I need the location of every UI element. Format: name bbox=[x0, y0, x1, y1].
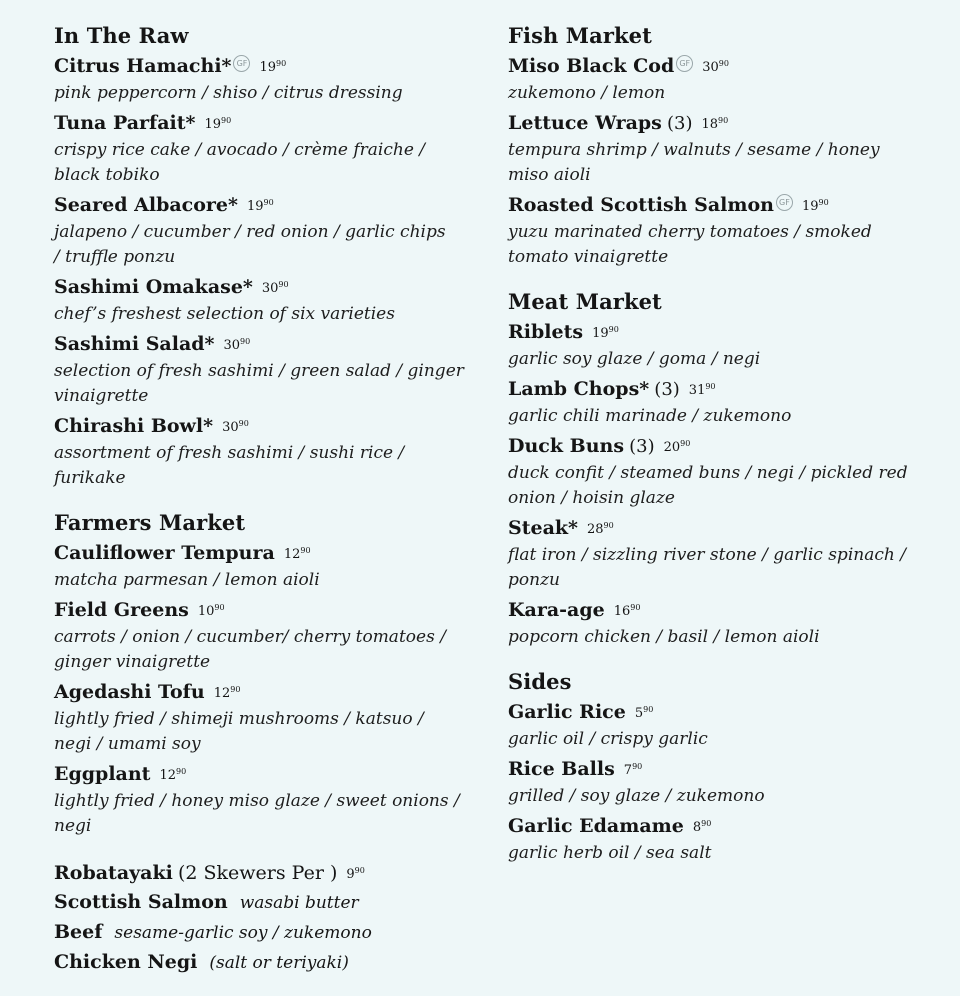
item-description: lightly fried / shimeji mushrooms / katsuo / negi / umami soy bbox=[54, 709, 424, 754]
item-description: garlic chili marinade / zukemono bbox=[508, 406, 792, 426]
item-description: garlic soy glaze / goma / negi bbox=[508, 349, 761, 369]
menu-item bbox=[508, 753, 938, 809]
item-name: Miso Black Cod bbox=[508, 55, 675, 77]
item-description: (salt or teriyaki) bbox=[209, 953, 349, 973]
item-description: matcha parmesan / lemon aioli bbox=[54, 570, 320, 590]
item-name: Tuna Parfait* bbox=[54, 112, 196, 134]
item-price: $7^{90}$ bbox=[623, 762, 643, 778]
item-description: wasabi butter bbox=[239, 893, 359, 913]
menu-item bbox=[54, 271, 484, 327]
item-price: $28^{90}$ bbox=[587, 521, 614, 537]
item-name: Chirashi Bowl* bbox=[54, 415, 214, 437]
item-description: garlic herb oil / sea salt bbox=[508, 843, 712, 863]
item-price: $18^{90}$ bbox=[701, 116, 729, 132]
menu-item bbox=[508, 373, 938, 429]
menu-section-meat-market bbox=[508, 288, 938, 650]
item-price: $5^{90}$ bbox=[634, 705, 654, 721]
item-description: zukemono / lemon bbox=[508, 83, 666, 103]
item-price: $19^{90}$ bbox=[204, 116, 232, 132]
item-price: $19^{90}$ bbox=[801, 198, 829, 214]
item-price: $19^{90}$ bbox=[246, 198, 274, 214]
section-title: In The Raw bbox=[54, 23, 189, 48]
menu-column-right bbox=[508, 22, 938, 884]
item-price: $12^{90}$ bbox=[213, 685, 241, 701]
item-name: Garlic Edamame bbox=[508, 815, 684, 837]
skewer-item bbox=[54, 888, 484, 918]
item-name: Eggplant bbox=[54, 763, 151, 785]
menu-item bbox=[508, 430, 938, 511]
item-description: grilled / soy glaze / zukemono bbox=[508, 786, 765, 806]
menu-item bbox=[508, 810, 938, 866]
menu-column-left bbox=[54, 22, 484, 996]
menu-section-farmers-market bbox=[54, 509, 484, 839]
item-description: assortment of fresh sashimi / sushi rice / furikake bbox=[54, 443, 405, 488]
item-price: $30^{90}$ bbox=[222, 419, 249, 435]
skewer-item bbox=[54, 948, 484, 978]
item-description: garlic oil / crispy garlic bbox=[508, 729, 708, 749]
menu-item bbox=[54, 50, 484, 106]
item-price: $8^{90}$ bbox=[692, 819, 712, 835]
item-description: sesame-garlic soy / zukemono bbox=[114, 923, 372, 943]
item-price: $19^{90}$ bbox=[592, 325, 619, 341]
menu-section-sides bbox=[508, 668, 938, 866]
menu-item bbox=[54, 328, 484, 409]
menu-section-fish-market bbox=[508, 22, 938, 270]
item-price: $30^{90}$ bbox=[702, 59, 729, 75]
section-title: Robatayaki bbox=[54, 862, 173, 884]
item-description: selection of fresh sashimi / green salad / ginger vinaigrette bbox=[54, 361, 464, 406]
item-name: Duck Buns bbox=[508, 435, 625, 457]
item-name: Steak* bbox=[508, 517, 578, 539]
item-quantity: (3) bbox=[654, 379, 680, 400]
item-name: Lamb Chops* bbox=[508, 378, 650, 400]
menu-item bbox=[54, 410, 484, 491]
item-description: lightly fried / honey miso glaze / sweet onions / negi bbox=[54, 791, 460, 836]
gluten-free-icon: GF bbox=[776, 194, 793, 211]
item-description: flat iron / sizzling river stone / garlic spinach / ponzu bbox=[508, 545, 906, 590]
section-title: Farmers Market bbox=[54, 510, 246, 535]
item-description: popcorn chicken / basil / lemon aioli bbox=[508, 627, 820, 647]
item-quantity: (3) bbox=[666, 113, 693, 134]
item-price: $9^{90}$ bbox=[346, 866, 365, 882]
item-price: $12^{90}$ bbox=[283, 546, 311, 562]
item-name: Scottish Salmon bbox=[54, 891, 228, 913]
item-description: duck confit / steamed buns / negi / pickled red onion / hoisin glaze bbox=[508, 463, 908, 508]
item-price: $10^{90}$ bbox=[197, 603, 225, 619]
item-price: $19^{90}$ bbox=[259, 59, 287, 75]
item-quantity: (3) bbox=[629, 436, 655, 457]
gluten-free-icon: GF bbox=[233, 55, 250, 72]
item-name: Cauliflower Tempura bbox=[54, 542, 275, 564]
menu-item bbox=[54, 676, 484, 757]
menu-item bbox=[508, 316, 938, 372]
item-name: Citrus Hamachi* bbox=[54, 55, 232, 77]
item-name: Lettuce Wraps bbox=[508, 112, 662, 134]
item-price: $20^{90}$ bbox=[663, 439, 691, 455]
item-description: crispy rice cake / avocado / crème fraiche / black tobiko bbox=[54, 140, 426, 185]
section-title: Sides bbox=[508, 669, 572, 694]
item-name: Garlic Rice bbox=[508, 701, 626, 723]
item-name: Sashimi Omakase* bbox=[54, 276, 253, 298]
menu-item bbox=[508, 50, 938, 106]
item-description: tempura shrimp / walnuts / sesame / honey miso aioli bbox=[508, 140, 880, 185]
menu-item bbox=[508, 107, 938, 188]
item-name: Chicken Negi bbox=[54, 951, 198, 973]
item-name: Riblets bbox=[508, 321, 584, 343]
section-title: Fish Market bbox=[508, 23, 652, 48]
item-price: $16^{90}$ bbox=[613, 603, 641, 619]
section-title: Meat Market bbox=[508, 289, 662, 314]
menu-item bbox=[54, 537, 484, 593]
item-description: pink peppercorn / shiso / citrus dressing bbox=[54, 83, 403, 103]
item-name: Rice Balls bbox=[508, 758, 615, 780]
item-name: Kara-age bbox=[508, 599, 605, 621]
item-price: $30^{90}$ bbox=[223, 337, 251, 353]
gluten-free-icon: GF bbox=[676, 55, 693, 72]
item-description: carrots / onion / cucumber/ cherry tomatoes / ginger vinaigrette bbox=[54, 627, 446, 672]
item-description: yuzu marinated cherry tomatoes / smoked tomato vinaigrette bbox=[508, 222, 872, 267]
item-price: $30^{90}$ bbox=[261, 280, 289, 296]
item-name: Field Greens bbox=[54, 599, 189, 621]
menu-item bbox=[508, 696, 938, 752]
item-name: Beef bbox=[54, 921, 103, 943]
menu-item bbox=[54, 107, 484, 188]
menu-item bbox=[508, 594, 938, 650]
item-name: Agedashi Tofu bbox=[54, 681, 205, 703]
menu-item bbox=[508, 512, 938, 593]
item-name: Roasted Scottish Salmon bbox=[508, 194, 774, 216]
item-description: chef’s freshest selection of six varieties bbox=[54, 304, 395, 324]
skewer-item bbox=[54, 918, 484, 948]
item-name: Seared Albacore* bbox=[54, 194, 238, 216]
robatayaki-header bbox=[54, 857, 484, 888]
menu-item bbox=[54, 189, 484, 270]
item-price: $31^{90}$ bbox=[688, 382, 716, 398]
menu-item bbox=[54, 594, 484, 675]
menu-item bbox=[508, 189, 938, 270]
item-price: $12^{90}$ bbox=[159, 767, 187, 783]
menu-item bbox=[54, 758, 484, 839]
menu-section-in-the-raw bbox=[54, 22, 484, 491]
skewer-count: (2 Skewers Per ) bbox=[177, 862, 338, 884]
item-description: jalapeno / cucumber / red onion / garlic chips / truffle ponzu bbox=[54, 222, 446, 267]
item-name: Sashimi Salad* bbox=[54, 333, 215, 355]
